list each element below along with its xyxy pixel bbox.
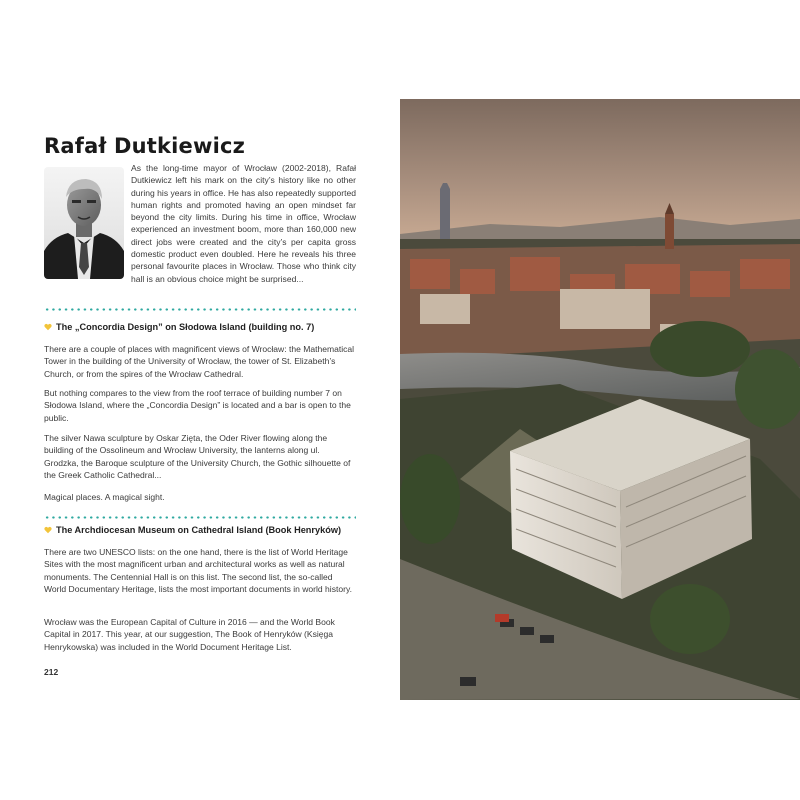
section-heading-concordia <box>44 322 314 332</box>
portrait-photo <box>44 167 124 279</box>
section-heading-text: The Archdiocesan Museum on Cathedral Island (Book Henryków) <box>56 525 342 535</box>
heart-icon <box>44 323 52 331</box>
aerial-city-photo <box>400 99 800 700</box>
body-paragraph: But nothing compares to the view from the roof terrace of building number 7 on Słodowa Island, where the „Concordia Design” is located and a bar is open to the public. <box>44 388 351 423</box>
page-title: Rafał Dutkiewicz <box>44 134 246 158</box>
body-paragraph: There are two UNESCO lists: on the one hand, there is the list of World Heritage Sites with the most magnificent urban and architectural works as well as natural monuments. The Centennial Hall is on this list. The second list, the so-called World Documentary Heritage, lists the most important documents in world history. <box>44 547 352 594</box>
body-paragraph: There are a couple of places with magnificent views of Wrocław: the Mathematical Tower in the building of the University of Wrocław, the tower of St. Elizabeth’s Church, or from the spires of the Wrocław Cathedral. <box>44 344 355 379</box>
dotted-divider <box>44 516 356 519</box>
section-heading-text: The „Concordia Design” on Słodowa Island (building no. 7) <box>56 322 315 332</box>
intro-paragraph: As the long-time mayor of Wrocław (2002-2018), Rafał Dutkiewicz left his mark on the city’s history like no other during his years in office. He has also repeatedly supported human rights and promoted having an open mindset far beyond the city limits. During his time in office, Wrocław experienced an investment boom, more than 160,000 new direct jobs were created and the city’s per capita gross domestic product even doubled. Here he reveals his three personal favourite places in Wrocław. Those who think city hall is an obvious choice might be surprised... <box>131 163 356 284</box>
heart-icon <box>44 526 52 534</box>
dotted-divider <box>44 308 356 311</box>
page-number: 212 <box>44 667 59 677</box>
body-paragraph: Wrocław was the European Capital of Culture in 2016 — and the World Book Capital in 2017. This year, at our suggestion, The Book of Henryków (Księga Henrykowska) was included in the World Document Heritage List. <box>44 617 335 652</box>
section-heading-museum <box>44 525 341 535</box>
body-paragraph: The silver Nawa sculpture by Oskar Zięta, the Oder River flowing along the building of the Ossolineum and Wrocław University, the lanterns along ul. Grodzka, the Baroque sculpture of the University Church, the Gothic silhouette of the Greek Catholic Cathedral... <box>44 433 351 480</box>
body-paragraph: Magical places. A magical sight. <box>44 492 165 502</box>
